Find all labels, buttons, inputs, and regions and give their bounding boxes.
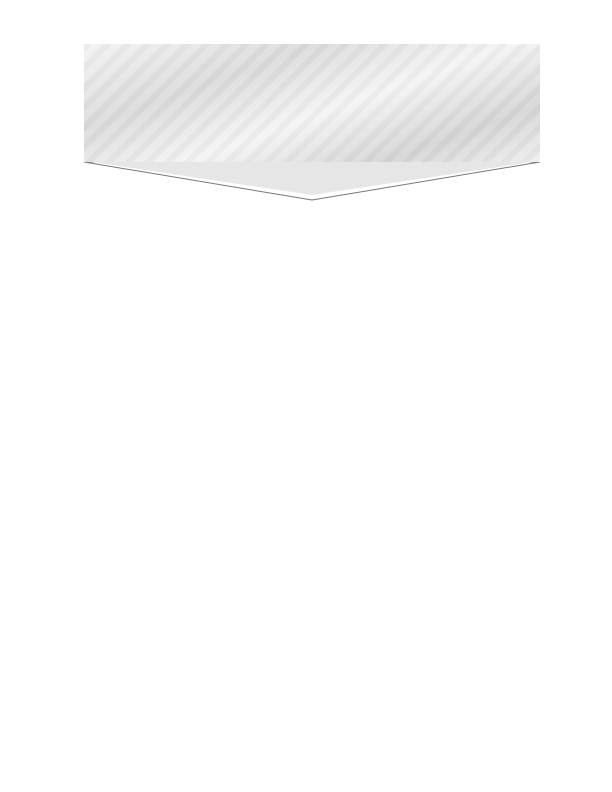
border-right	[594, 0, 612, 792]
border-left	[0, 0, 18, 792]
border-bottom	[0, 774, 612, 792]
banner-arrow	[84, 162, 540, 202]
marble-banner	[84, 44, 540, 162]
border-top	[0, 0, 612, 18]
